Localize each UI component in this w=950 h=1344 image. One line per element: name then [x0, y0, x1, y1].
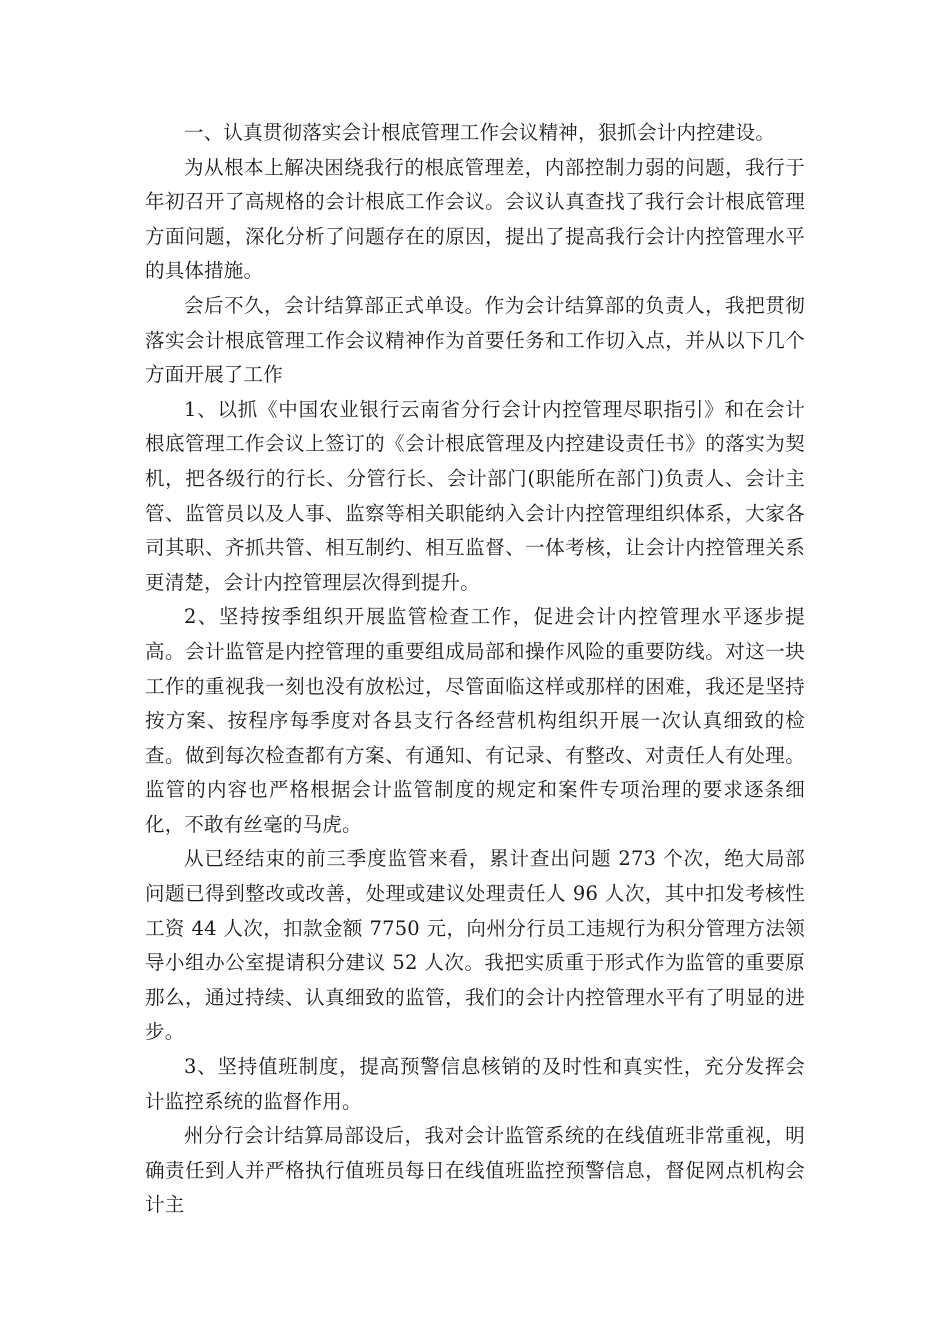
paragraph: 2、坚持按季组织开展监管检查工作，促进会计内控管理水平逐步提高。会计监管是内控管理的重要组成局部和操作风险的重要防线。对这一块工作的重视我一刻也没有放松过，尽管面临这样或那样的困难，我还是坚持按方案、按程序每季度对各县支行各经营机构组织开展一次认真细致的检查。做到每次检查都有方案、有通知、有记录、有整改、对责任人有处理。监管的内容也严格根据会计监管制度的规定和案件专项治理的要求逐条细化，不敢有丝毫的马虎。: [145, 605, 805, 836]
paragraph: 从已经结束的前三季度监管来看，累计查出问题 273 个次，绝大局部问题已得到整改或改善，处理或建议处理责任人 96 人次，其中扣发考核性工资 44 人次，扣款金额 7750 元，向州分行员工违规行为积分管理方法领导小组办公室提请积分建议 52 人次。我把实质重于形式作为监管的重要原那么，通过持续、认真细致的监管，我们的会计内控管理水平有了明显的进步。: [145, 847, 805, 1044]
paragraph: 会后不久，会计结算部正式单设。作为会计结算部的负责人，我把贯彻落实会计根底管理工作会议精神作为首要任务和工作切入点，并从以下几个方面开展了工作: [145, 293, 805, 387]
paragraph: 为从根本上解决困绕我行的根底管理差，内部控制力弱的问题，我行于年初召开了高规格的会计根底工作会议。会议认真查找了我行会计根底管理方面问题，深化分析了问题存在的原因，提出了提高我行会计内控管理水平的具体措施。: [145, 155, 805, 283]
document-body: [145, 116, 805, 1223]
section-heading: 一、认真贯彻落实会计根底管理工作会议精神，狠抓会计内控建设。: [184, 121, 776, 144]
paragraph: 1、以抓《中国农业银行云南省分行会计内控管理尽职指引》和在会计根底管理工作会议上签订的《会计根底管理及内控建设责任书》的落实为契机，把各级行的行长、分管行长、会计部门(职能所在部门)负责人、会计主管、监管员以及人事、监察等相关职能纳入会计内控管理组织体系，大家各司其职、齐抓共管、相互制约、相互监督、一体考核，让会计内控管理关系更清楚，会计内控管理层次得到提升。: [145, 397, 805, 594]
paragraph: 州分行会计结算局部设后，我对会计监管系统的在线值班非常重视，明确责任到人并严格执行值班员每日在线值班监控预警信息，督促网点机构会计主: [145, 1124, 805, 1217]
paragraph: 3、坚持值班制度，提高预警信息核销的及时性和真实性，充分发挥会计监控系统的监督作用。: [145, 1055, 805, 1113]
